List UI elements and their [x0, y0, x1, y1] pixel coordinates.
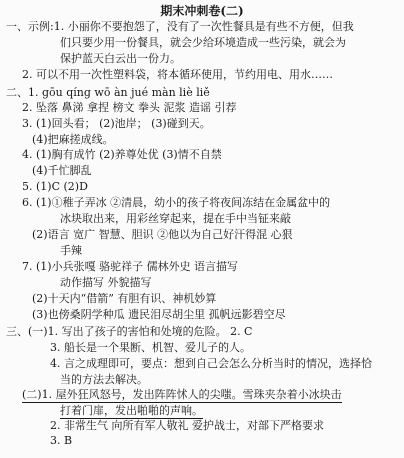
text-line: 5. (1)C (2)D	[22, 180, 88, 193]
text-line: 3. (1)回头看； (2)池岸； (3)碰到天。	[22, 117, 211, 130]
text-line: 2. 可以不用一次性塑料袋，将本循环使用，节约用电、用水……	[22, 68, 333, 81]
text-line: 3. B	[50, 434, 73, 447]
text-line: (2)语言 宽广 智慧、胆识 ②他以为自己好汗得混 心狠	[32, 228, 293, 241]
text-line: 7. (1)小兵张嘎 骆驼祥子 儒林外史 语言描写	[22, 260, 239, 273]
underlined-text: (二)1. 屋外狂风怒号，发出阵阵怵人的尖嗤。雪珠夹杂着小冰块击	[22, 388, 342, 401]
text-line: (2)十天内“借箭” 有胆有识、神机妙算	[32, 292, 217, 305]
text-line: 2. 坠落 鼻涕 拿捏 榜文 拳头 泥浆 造谣 引荐	[22, 101, 237, 114]
text-line: 6. (1)①稚子弄冰 ②清晨，幼小的孩子将夜间冻结在金属盆中的	[22, 196, 331, 209]
underlined-text: 打着门扉，发出啪啪的声响。	[60, 404, 203, 417]
text-line: 2. 非常生气 向所有军人敬礼 爱护战士，对部下严格要求	[50, 419, 324, 432]
text-line: 一、示例:1. 小丽你不要抱怨了，没有了一次性餐具是有些不方便，但我	[6, 20, 354, 33]
text-line: 4. 言之成理即可，要点：想到自己会怎么分析当时的情况，选择恰	[50, 357, 372, 370]
text-line: 动作描写 外貌描写	[60, 276, 152, 289]
text-line	[60, 403, 203, 418]
text-line: (4)千忙脚乱	[32, 164, 92, 177]
text-line: 保护蓝天白云出一份力。	[60, 52, 181, 65]
page-title: 期末冲刺卷(二)	[160, 4, 244, 18]
text-line: 4. (1)胸有成竹 (2)养尊处优 (3)情不自禁	[22, 148, 222, 161]
text-line: 二、1. gōu qíng wō àn jué màn liè liě	[6, 86, 210, 99]
text-line: 手辣	[60, 244, 82, 257]
text-line: 冰块取出来，用彩丝穿起来，提在手中当钲来敲	[60, 212, 291, 225]
text-line: 三、(一)1. 写出了孩子的害怕和处境的危险。 2. C	[6, 325, 253, 338]
text-line: (4)把麻搓成线。	[32, 133, 114, 146]
text-line	[22, 387, 342, 402]
text-line: 们只要少用一份餐具，就会少给环境造成一些污染，就会为	[60, 36, 346, 49]
text-line: 3. 船长是一个果断、机智、爱儿子的人。	[50, 341, 251, 354]
text-line: 当的方法去解决。	[60, 373, 148, 386]
text-line: (3)也傍桑阴学种瓜 遗民泪尽胡尘里 孤帆远影碧空尽	[32, 308, 286, 321]
